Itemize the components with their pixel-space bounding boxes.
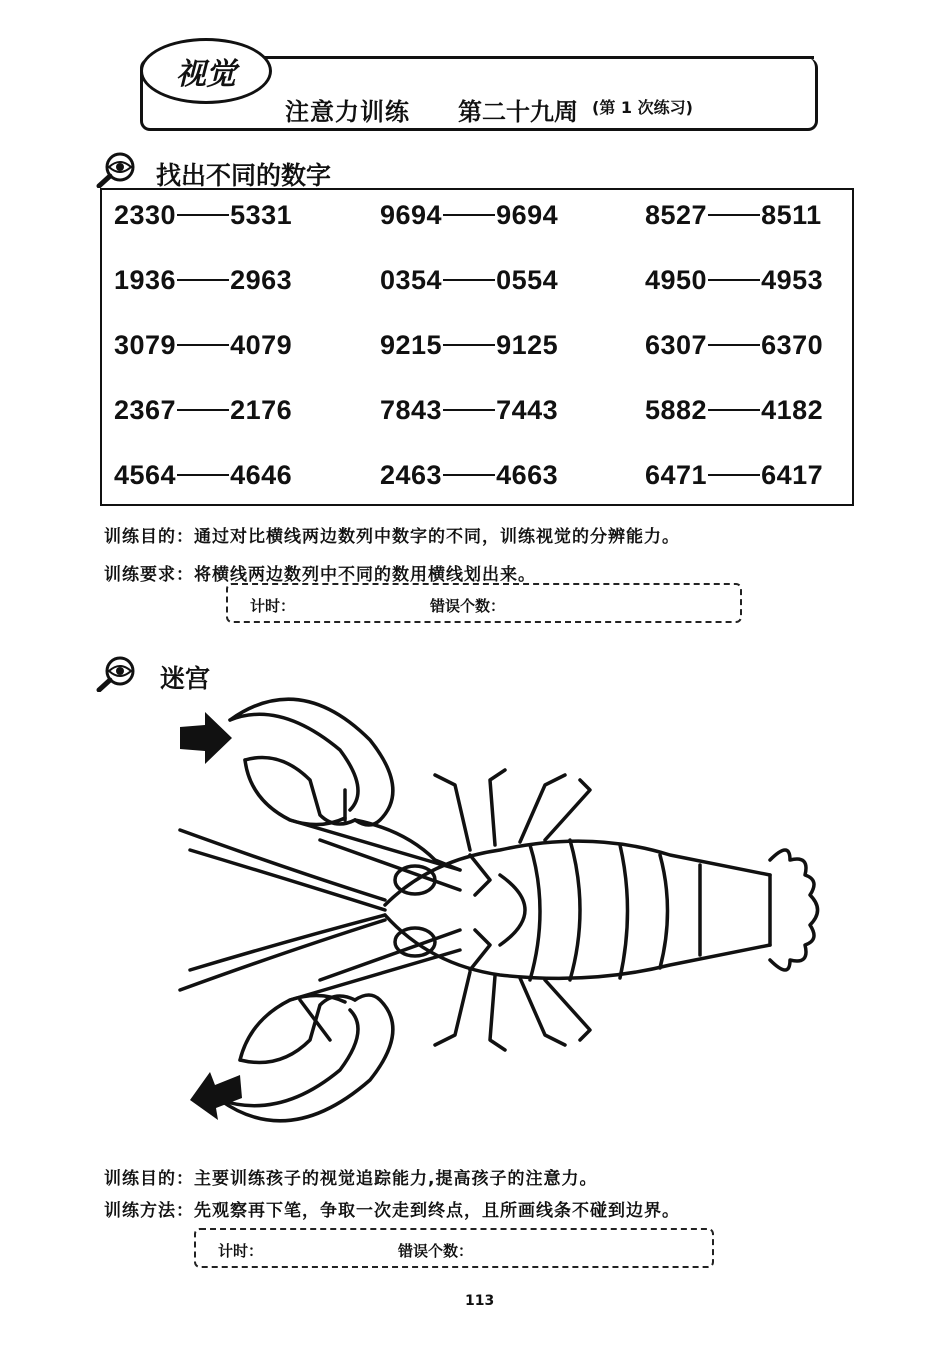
right-number: 2963 xyxy=(230,265,293,295)
number-pair[interactable] xyxy=(645,395,823,426)
right-number: 6417 xyxy=(761,460,824,490)
left-number: 4950 xyxy=(645,265,708,295)
record-box-2 xyxy=(194,1228,714,1268)
maze-end-arrow-icon xyxy=(190,1072,242,1120)
errors-label: 错误个数： xyxy=(430,597,506,615)
method-text: 先观察再下笔，争取一次走到终点，且所画线条不碰到边界。 xyxy=(194,1201,680,1221)
divider-line xyxy=(177,409,229,411)
category-badge xyxy=(140,38,272,104)
divider-line xyxy=(708,279,760,281)
purpose-note-2 xyxy=(104,1164,597,1189)
divider-line xyxy=(177,214,229,216)
requirement-text: 将横线两边数列中不同的数用横线划出来。 xyxy=(194,565,536,585)
section-title-maze: 迷宫 xyxy=(160,664,211,693)
right-number: 2176 xyxy=(230,395,293,425)
number-pair[interactable] xyxy=(645,460,823,491)
divider-line xyxy=(708,344,760,346)
requirement-note-1 xyxy=(104,560,536,585)
requirement-label: 训练要求： xyxy=(104,565,194,585)
right-number: 4079 xyxy=(230,330,293,360)
left-number: 0354 xyxy=(380,265,443,295)
divider-line xyxy=(177,279,229,281)
method-label: 训练方法： xyxy=(104,1201,194,1221)
left-number: 9215 xyxy=(380,330,443,360)
number-pair[interactable] xyxy=(380,265,558,296)
number-pair[interactable] xyxy=(380,460,558,491)
session-label: (第 1 次练习) xyxy=(592,98,693,117)
number-pair[interactable] xyxy=(114,395,292,426)
number-pair[interactable] xyxy=(114,265,292,296)
purpose-label: 训练目的： xyxy=(104,1169,194,1189)
right-number: 8511 xyxy=(761,200,822,230)
number-pair[interactable] xyxy=(645,265,823,296)
purpose-text: 通过对比横线两边数列中数字的不同，训练视觉的分辨能力。 xyxy=(194,527,680,547)
section-title-find-numbers: 找出不同的数字 xyxy=(156,161,332,190)
category-label: 视觉 xyxy=(176,57,236,92)
left-number: 9694 xyxy=(380,200,443,230)
eye-magnifier-icon xyxy=(96,656,140,692)
right-number: 0554 xyxy=(496,265,559,295)
left-number: 8527 xyxy=(645,200,708,230)
divider-line xyxy=(708,214,760,216)
number-pair[interactable] xyxy=(380,330,558,361)
method-note-2 xyxy=(104,1196,680,1221)
number-pair[interactable] xyxy=(380,395,558,426)
left-number: 2463 xyxy=(380,460,443,490)
record-box-1 xyxy=(226,583,742,623)
right-number: 6370 xyxy=(761,330,824,360)
left-number: 3079 xyxy=(114,330,177,360)
divider-line xyxy=(443,214,495,216)
page-number: 113 xyxy=(465,1293,495,1309)
banner-top-line xyxy=(262,56,814,59)
lobster-maze[interactable] xyxy=(170,680,820,1150)
right-number: 4953 xyxy=(761,265,824,295)
left-number: 6307 xyxy=(645,330,708,360)
number-pair[interactable] xyxy=(645,330,823,361)
purpose-text: 主要训练孩子的视觉追踪能力,提高孩子的注意力。 xyxy=(194,1169,598,1189)
number-pair[interactable] xyxy=(114,200,292,231)
divider-line xyxy=(708,409,760,411)
timer-label: 计时： xyxy=(250,597,296,615)
divider-line xyxy=(177,474,229,476)
left-number: 5882 xyxy=(645,395,708,425)
left-number: 6471 xyxy=(645,460,708,490)
number-pair[interactable] xyxy=(114,330,292,361)
right-number: 4182 xyxy=(761,395,824,425)
divider-line xyxy=(177,344,229,346)
right-number: 5331 xyxy=(230,200,293,230)
page-title: 注意力训练 xyxy=(285,98,410,126)
right-number: 4663 xyxy=(496,460,559,490)
purpose-note-1 xyxy=(104,522,680,547)
right-number: 4646 xyxy=(230,460,293,490)
number-pair[interactable] xyxy=(645,200,822,231)
number-pair[interactable] xyxy=(114,460,292,491)
left-number: 7843 xyxy=(380,395,443,425)
right-number: 9125 xyxy=(496,330,559,360)
right-number: 9694 xyxy=(496,200,559,230)
eye-magnifier-icon xyxy=(96,152,140,188)
divider-line xyxy=(443,279,495,281)
divider-line xyxy=(443,409,495,411)
left-number: 2330 xyxy=(114,200,177,230)
left-number: 2367 xyxy=(114,395,177,425)
left-number: 1936 xyxy=(114,265,177,295)
errors-label: 错误个数： xyxy=(398,1242,474,1260)
right-number: 7443 xyxy=(496,395,559,425)
purpose-label: 训练目的： xyxy=(104,527,194,547)
divider-line xyxy=(443,474,495,476)
maze-start-arrow-icon xyxy=(180,712,232,764)
timer-label: 计时： xyxy=(218,1242,264,1260)
left-number: 4564 xyxy=(114,460,177,490)
week-label: 第二十九周 xyxy=(458,98,578,126)
divider-line xyxy=(443,344,495,346)
divider-line xyxy=(708,474,760,476)
number-pair[interactable] xyxy=(380,200,558,231)
